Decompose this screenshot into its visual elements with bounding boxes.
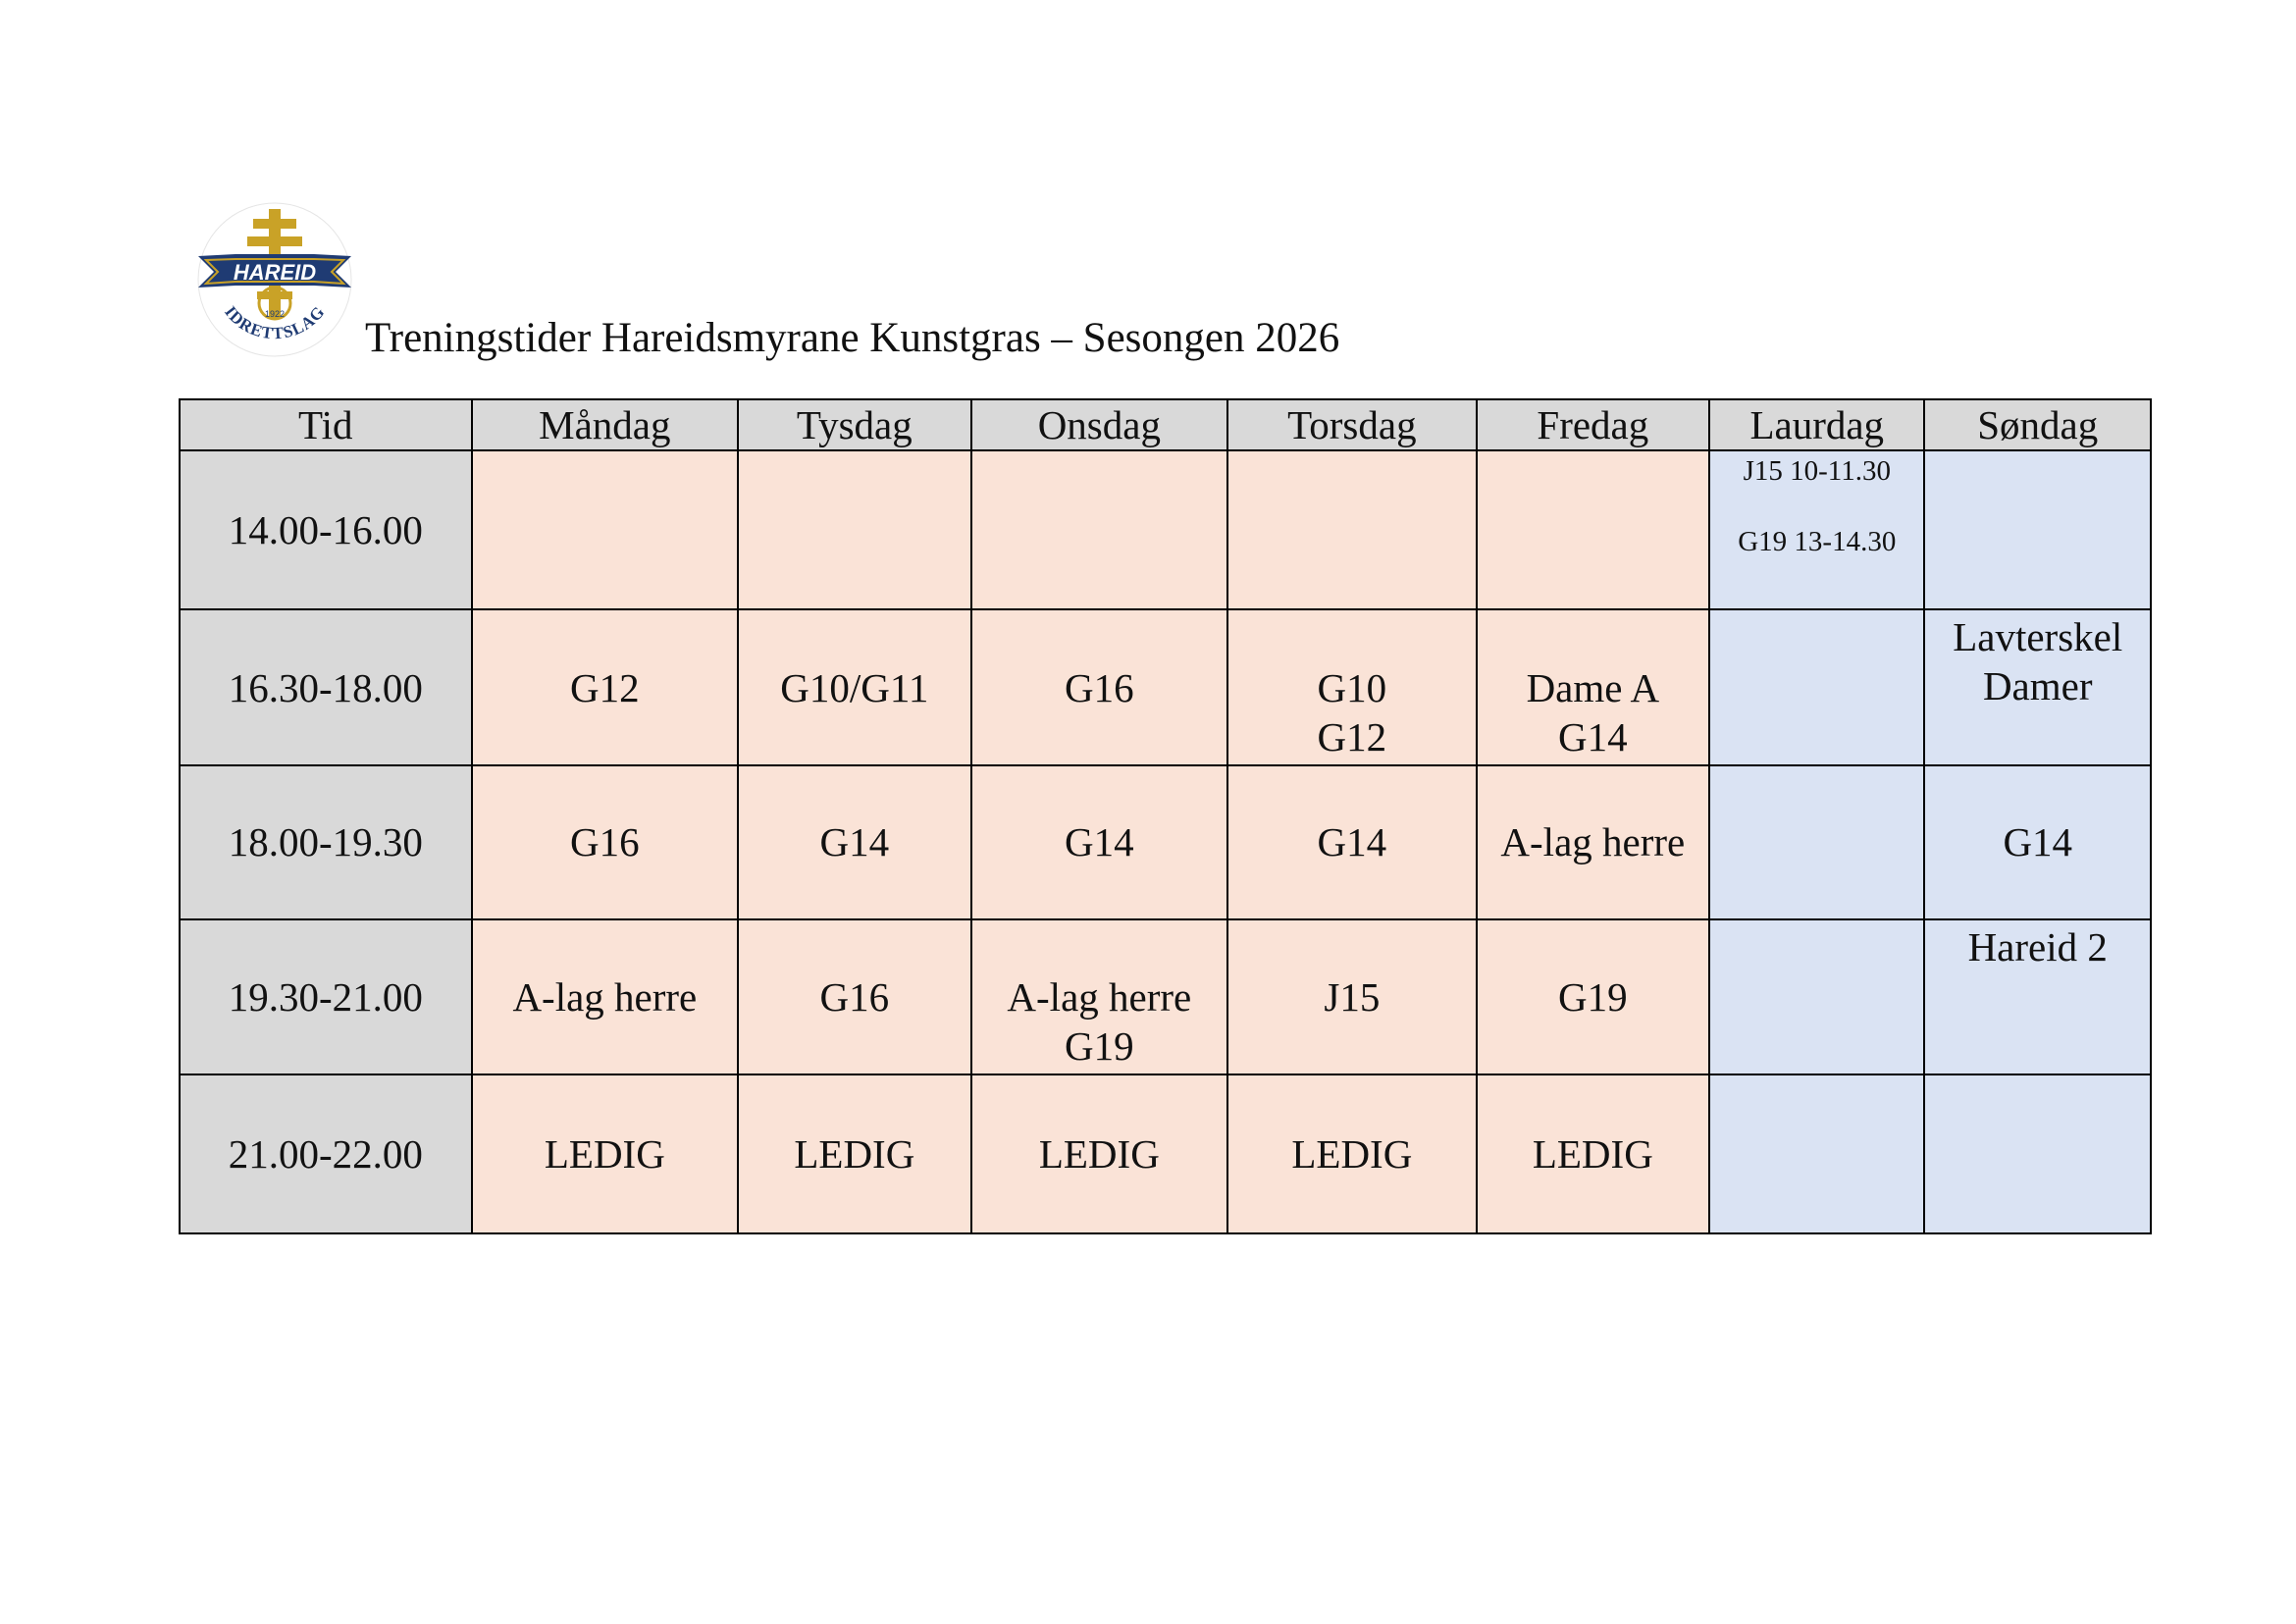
slot-cell [1709,919,1924,1074]
slot-cell: G16 [738,919,970,1074]
slot-cell [1709,1074,1924,1233]
slot-cell: G14 [738,765,970,919]
slot-cell: Hareid 2 [1924,919,2151,1074]
slot-cell: G10 G12 [1227,609,1477,764]
slot-cell: G14 [1924,765,2151,919]
time-cell: 19.30-21.00 [180,919,472,1074]
time-cell: 21.00-22.00 [180,1074,472,1233]
slot-cell [472,450,739,609]
header-torsdag: Torsdag [1227,399,1477,450]
slot-cell [1924,1074,2151,1233]
slot-cell: G16 [971,609,1228,764]
slot-cell: G16 [472,765,739,919]
slot-cell: Dame A G14 [1477,609,1709,764]
slot-cell: A-lag herre [1477,765,1709,919]
header-laurdag: Laurdag [1709,399,1924,450]
table-row [180,765,2151,919]
time-cell: 16.30-18.00 [180,609,472,764]
header-fredag: Fredag [1477,399,1709,450]
table-row [180,609,2151,764]
header-row [180,399,2151,450]
slot-cell: LEDIG [1477,1074,1709,1233]
slot-cell [1477,450,1709,609]
club-logo [196,201,353,358]
slot-cell [1227,450,1477,609]
saturday-slot-text: J15 10-11.30 G19 13-14.30 [1738,455,1897,557]
schedule-table [179,398,2152,1234]
slot-cell [1709,450,1924,609]
slot-cell: A-lag herre [472,919,739,1074]
header-tid: Tid [180,399,472,450]
table-row [180,1074,2151,1233]
slot-cell: G14 [1227,765,1477,919]
slot-cell: G19 [1477,919,1709,1074]
table-row [180,919,2151,1074]
slot-cell [1924,450,2151,609]
slot-cell: J15 [1227,919,1477,1074]
slot-cell: A-lag herre G19 [971,919,1228,1074]
slot-cell: G12 [472,609,739,764]
page-title: Treningstider Hareidsmyrane Kunstgras – Sesongen 2026 [365,315,1340,361]
slot-cell [1709,765,1924,919]
slot-cell [1709,609,1924,764]
slot-cell: Lavterskel Damer [1924,609,2151,764]
header-mandag: Måndag [472,399,739,450]
time-cell: 14.00-16.00 [180,450,472,609]
logo-arc-text: IDRETTSLAG [221,302,329,343]
header-sondag: Søndag [1924,399,2151,450]
slot-cell: LEDIG [472,1074,739,1233]
slot-cell: G10/G11 [738,609,970,764]
slot-cell [971,450,1228,609]
logo-name: HAREID [233,260,317,285]
slot-cell: LEDIG [971,1074,1228,1233]
slot-cell: LEDIG [738,1074,970,1233]
time-cell: 18.00-19.30 [180,765,472,919]
header-tysdag: Tysdag [738,399,970,450]
header-onsdag: Onsdag [971,399,1228,450]
logo-year: 1922 [264,309,286,319]
slot-cell: G14 [971,765,1228,919]
slot-cell [738,450,970,609]
slot-cell: LEDIG [1227,1074,1477,1233]
table-row [180,450,2151,609]
